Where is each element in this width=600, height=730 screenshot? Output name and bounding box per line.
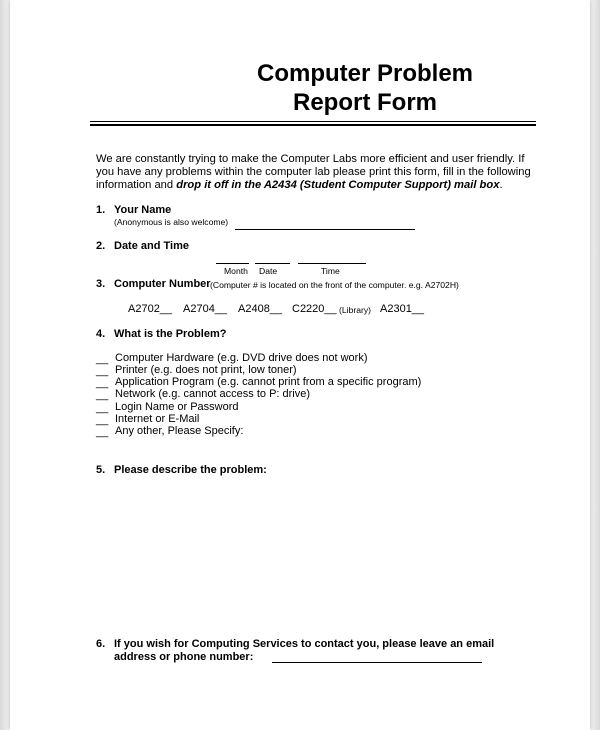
q5-number: 5. bbox=[96, 464, 106, 476]
title-rule-bottom bbox=[90, 124, 536, 126]
printer-checkbox[interactable]: __ bbox=[96, 365, 109, 377]
intro-line-3-start: information and bbox=[96, 179, 177, 191]
q2-number: 2. bbox=[96, 240, 106, 252]
option-hardware: Computer Hardware (e.g. DVD drive does not work) bbox=[115, 352, 368, 364]
form-title-line-1: Computer Problem bbox=[256, 60, 474, 87]
network-checkbox[interactable]: __ bbox=[96, 389, 109, 401]
q2-label: Date and Time bbox=[114, 240, 189, 252]
computer-option-c2220[interactable]: C2220__ bbox=[292, 303, 337, 315]
form-page bbox=[10, 0, 590, 730]
date-field[interactable] bbox=[255, 263, 290, 264]
month-field[interactable] bbox=[216, 263, 249, 264]
option-network: Network (e.g. cannot access to P: drive) bbox=[115, 388, 311, 400]
option-printer: Printer (e.g. does not print, low toner) bbox=[115, 364, 297, 376]
time-caption: Time bbox=[321, 266, 340, 276]
q6-number: 6. bbox=[96, 638, 106, 650]
library-caption: (Library) bbox=[339, 305, 371, 315]
problem-description-area[interactable] bbox=[114, 482, 534, 622]
q4-label: What is the Problem? bbox=[114, 328, 227, 340]
internet-checkbox[interactable]: __ bbox=[96, 414, 109, 426]
q3-label: Computer Number bbox=[114, 278, 211, 290]
form-title-line-2: Report Form bbox=[293, 89, 437, 116]
option-internet: Internet or E-Mail bbox=[115, 413, 200, 425]
intro-line-2: you have any problems within the computer lab please print this form, fill in the following bbox=[96, 166, 531, 178]
login-checkbox[interactable]: __ bbox=[96, 402, 109, 414]
q1-hint: (Anonymous is also welcome) bbox=[114, 217, 229, 227]
q6-line-1: If you wish for Computing Services to contact you, please leave an email bbox=[114, 638, 495, 650]
q5-label: Please describe the problem: bbox=[114, 464, 267, 476]
intro-line-1: We are constantly trying to make the Computer Labs more efficient and user friendly. If bbox=[96, 153, 525, 165]
intro-line-3-end: . bbox=[499, 179, 503, 191]
computer-option-a2702[interactable]: A2702__ bbox=[128, 303, 173, 315]
month-caption: Month bbox=[224, 266, 248, 276]
option-login: Login Name or Password bbox=[115, 401, 239, 413]
date-caption: Date bbox=[259, 266, 278, 276]
q3-note: (Computer # is located on the front of the computer. e.g. A2702H) bbox=[210, 280, 459, 290]
other-checkbox[interactable]: __ bbox=[96, 426, 109, 438]
computer-option-a2301[interactable]: A2301__ bbox=[380, 303, 425, 315]
contact-field[interactable] bbox=[272, 662, 482, 663]
intro-dropoff-instruction: drop it off in the A2434 (Student Computer Support) mail box bbox=[176, 179, 500, 191]
q6-line-2: address or phone number: bbox=[114, 651, 254, 663]
hardware-checkbox[interactable]: __ bbox=[96, 353, 109, 365]
option-application: Application Program (e.g. cannot print from a specific program) bbox=[115, 376, 422, 388]
q1-number: 1. bbox=[96, 204, 106, 216]
computer-option-a2704[interactable]: A2704__ bbox=[183, 303, 228, 315]
option-other: Any other, Please Specify: bbox=[115, 425, 244, 437]
intro-line-3 bbox=[96, 179, 503, 192]
name-field[interactable] bbox=[235, 229, 415, 230]
q3-number: 3. bbox=[96, 278, 106, 290]
time-field[interactable] bbox=[298, 263, 366, 264]
application-checkbox[interactable]: __ bbox=[96, 377, 109, 389]
title-rule-top bbox=[90, 121, 536, 122]
computer-option-a2408[interactable]: A2408__ bbox=[238, 303, 283, 315]
q4-number: 4. bbox=[96, 328, 106, 340]
q1-label: Your Name bbox=[114, 204, 172, 216]
